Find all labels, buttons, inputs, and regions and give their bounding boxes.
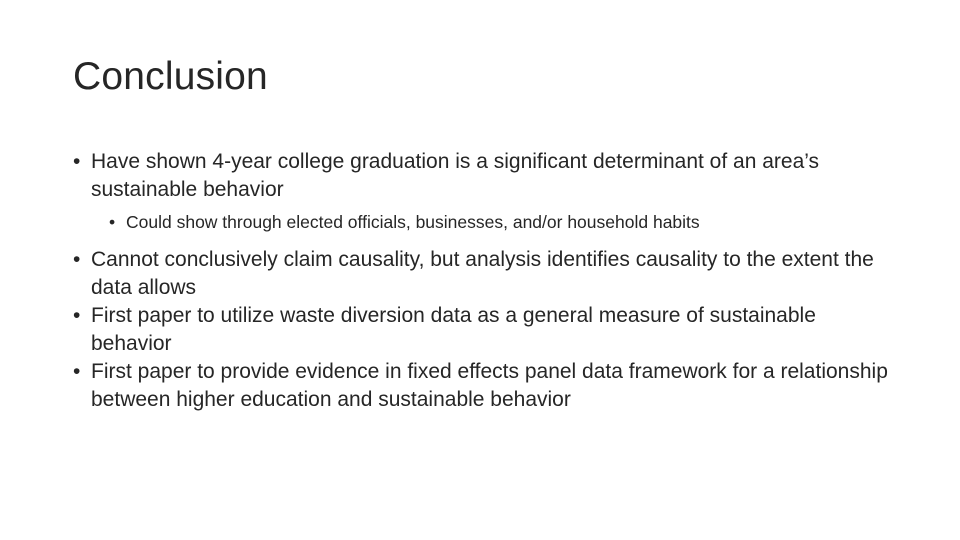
bullet-text: First paper to provide evidence in fixed effects panel data framework for a relationship between higher education and sustainable behavior xyxy=(91,360,888,411)
slide-title: Conclusion xyxy=(73,55,268,98)
sub-bullet-dot-icon: • xyxy=(109,212,116,232)
bullet-text: Have shown 4-year college graduation is a significant determinant of an area’s sustainable behavior xyxy=(91,150,820,201)
bullet-dot-icon: • xyxy=(73,360,81,383)
bullet-text: First paper to utilize waste diversion data as a general measure of sustainable behavior xyxy=(91,304,816,355)
bullet-item xyxy=(73,148,893,204)
bullet-dot-icon: • xyxy=(73,150,81,173)
sub-bullet-text: Could show through elected officials, businesses, and/or household habits xyxy=(126,212,700,232)
bullet-dot-icon: • xyxy=(73,304,81,327)
bullet-text: Cannot conclusively claim causality, but analysis identifies causality to the extent the data allows xyxy=(91,248,874,299)
bullet-dot-icon: • xyxy=(73,248,81,271)
bullet-list xyxy=(73,148,893,414)
sub-bullet-item xyxy=(109,210,893,234)
bullet-item xyxy=(73,358,893,414)
bullet-item xyxy=(73,302,893,358)
bullet-item xyxy=(73,246,893,302)
